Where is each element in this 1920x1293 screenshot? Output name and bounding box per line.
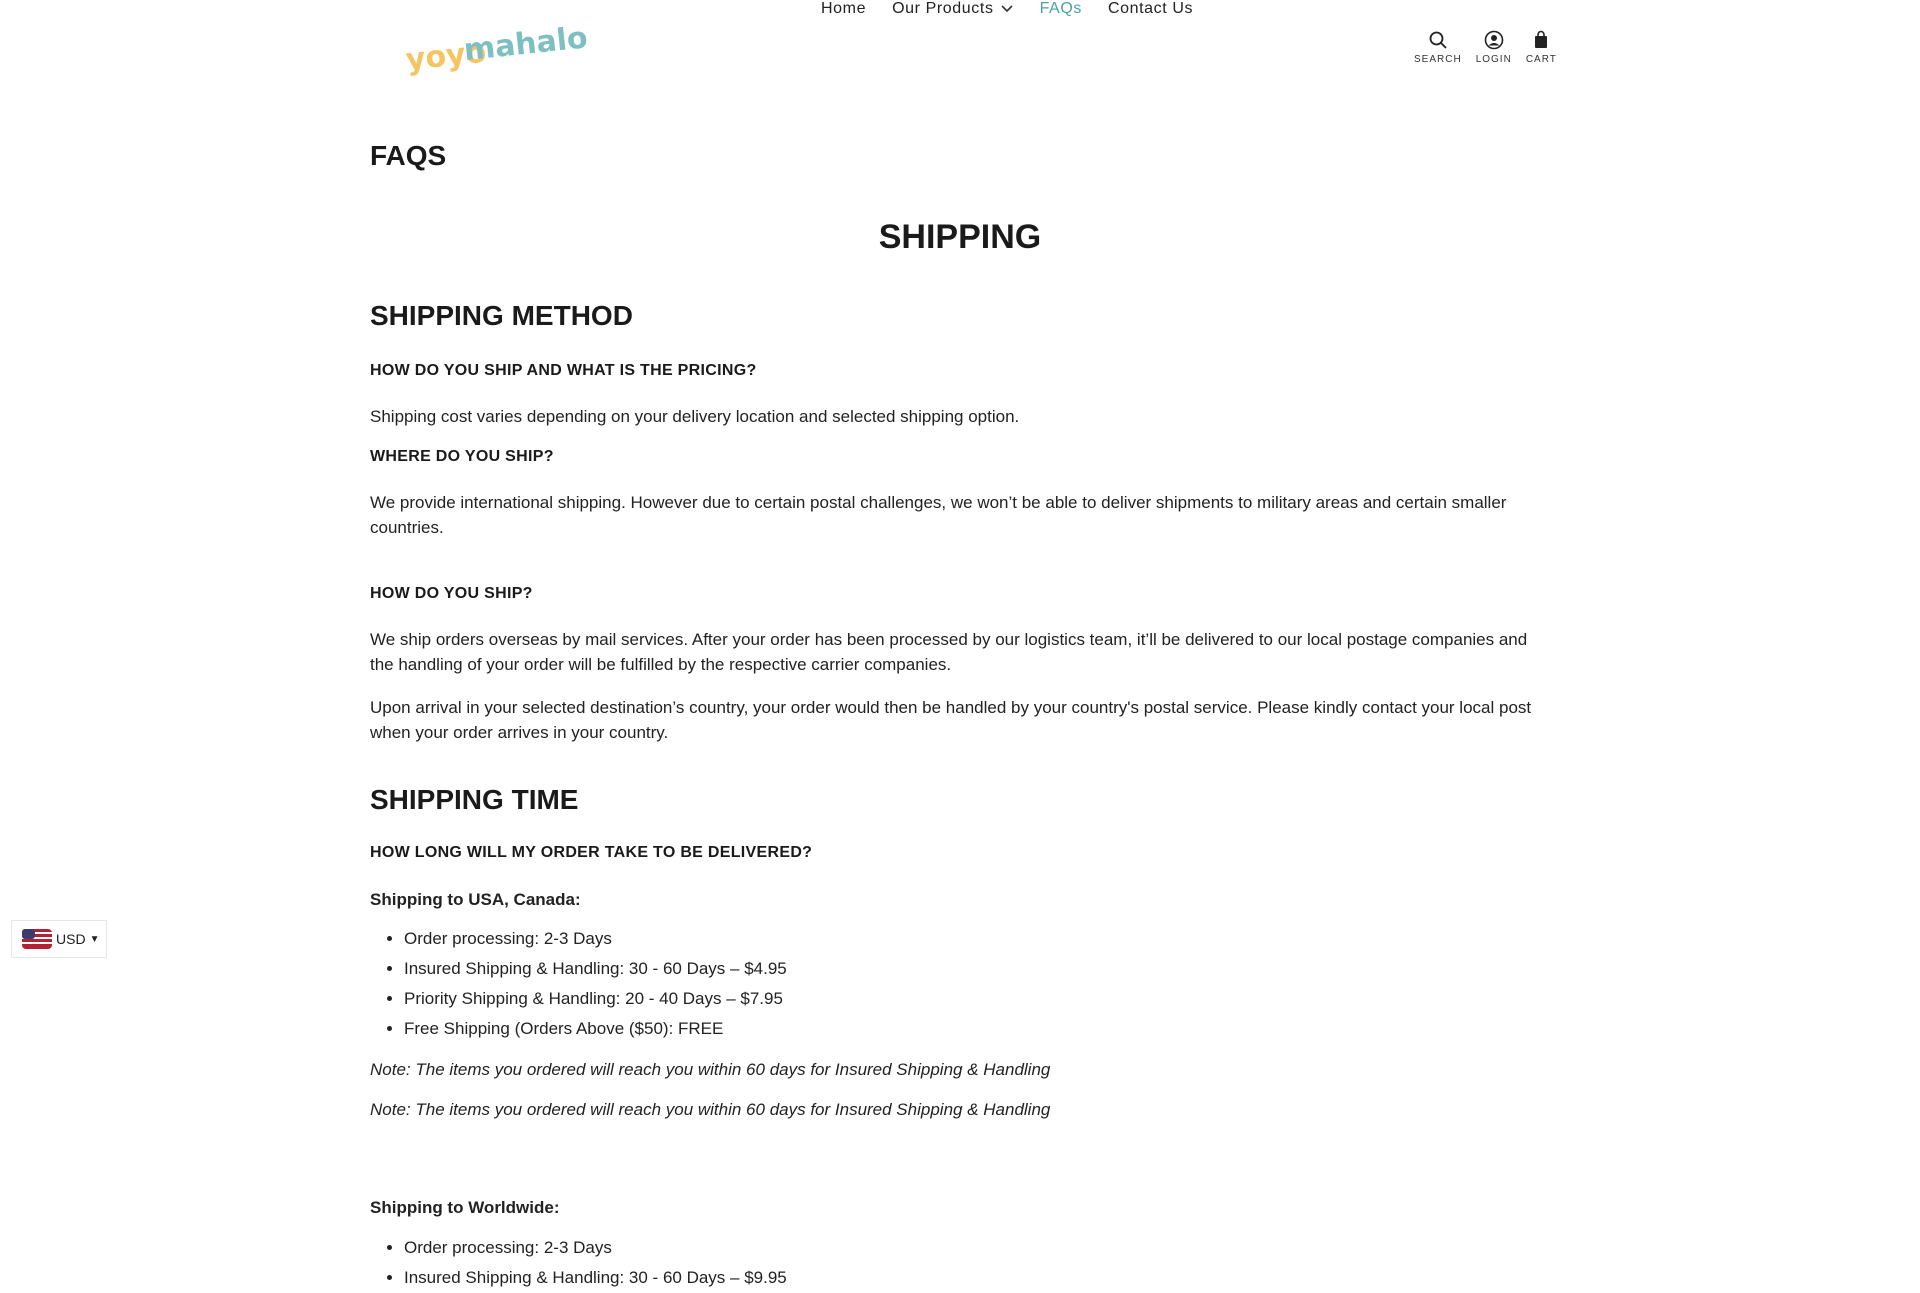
world-list-block: [370, 1233, 1550, 1293]
nav-contact-us-label: Contact Us: [1107, 0, 1194, 17]
answer-pricing: Shipping cost varies depending on your delivery location and selected shipping option.: [370, 407, 1020, 426]
nav-home-label: Home: [821, 0, 867, 17]
usa-list-block: [370, 924, 1550, 1044]
login-button[interactable]: [1476, 30, 1512, 65]
site-header: [0, 0, 1920, 100]
nav-our-products[interactable]: [892, 0, 1013, 18]
usa-shipping-label: Shipping to USA, Canada:: [370, 890, 581, 909]
currency-code: USD: [56, 931, 86, 947]
answer-how-2-block: [370, 695, 1550, 745]
shipping-method-heading-block: [370, 300, 1550, 332]
us-flag-icon: [22, 929, 52, 949]
question-how: HOW DO YOU SHIP?: [370, 585, 533, 602]
shipping-method-heading: SHIPPING METHOD: [370, 300, 633, 331]
question-where-block: [370, 448, 1550, 466]
logo-text-mahalo: mahalo: [462, 20, 590, 69]
usa-label-block: [370, 887, 1550, 912]
answer-how-block: [370, 627, 1550, 677]
worldwide-shipping-label: Shipping to Worldwide:: [370, 1198, 560, 1217]
answer-pricing-block: [370, 404, 1550, 429]
answer-where: We provide international shipping. However due to certain postal challenges, we won’t be able to deliver shipments to military areas and certain smaller countries.: [370, 493, 1507, 537]
shipping-time-heading-block: [370, 784, 1550, 816]
answer-where-block: [370, 490, 1550, 540]
chevron-down-icon: ▼: [89, 933, 100, 945]
list-item: • Free Shipping (Orders Above ($50): FREE: [404, 1014, 1550, 1044]
shipping-note-1: Note: The items you ordered will reach you within 60 days for Insured Shipping & Handling: [370, 1060, 1051, 1079]
question-delivery-block: [370, 844, 1550, 862]
question-where: WHERE DO YOU SHIP?: [370, 448, 554, 465]
page-title: FAQS: [370, 140, 447, 171]
login-label: LOGIN: [1475, 54, 1512, 65]
list-item: • Insured Shipping & Handling: 30 - 60 Days – $9.95: [404, 1263, 1550, 1293]
search-icon: [1428, 30, 1448, 50]
question-pricing: HOW DO YOU SHIP AND WHAT IS THE PRICING?: [370, 362, 757, 379]
worldwide-shipping-list: [370, 1233, 1550, 1293]
nav-faqs-label: FAQs: [1039, 0, 1082, 17]
brand-logo[interactable]: [404, 18, 590, 82]
cart-button[interactable]: [1526, 30, 1557, 65]
chevron-down-icon: [1000, 2, 1014, 16]
cart-label: CART: [1525, 54, 1557, 65]
logo-text-yoyo: yoyo: [404, 34, 488, 78]
currency-selector[interactable]: [11, 920, 107, 958]
user-icon: [1484, 30, 1504, 50]
list-item: • Priority Shipping & Handling: 20 - 40 Days – $7.95: [404, 984, 1550, 1014]
header-icons: [1414, 30, 1571, 65]
question-how-block: [370, 585, 1550, 603]
world-label-block: [370, 1195, 1550, 1220]
shipping-time-heading: SHIPPING TIME: [370, 784, 579, 815]
note-1-block: [370, 1060, 1550, 1080]
answer-how-2: Upon arrival in your selected destination’s country, your order would then be handled by your country's postal service. Please kindly contact your local post when your order arrives in your country.: [370, 698, 1532, 742]
nav-our-products-label: Our Products: [892, 0, 994, 17]
search-label: SEARCH: [1414, 54, 1462, 65]
nav-home[interactable]: [821, 0, 866, 18]
question-pricing-block: [370, 362, 1550, 380]
usa-shipping-list: [370, 924, 1550, 1044]
main-nav: [821, 0, 1219, 18]
list-item: • Order processing: 2-3 Days: [404, 924, 1550, 954]
shipping-note-2: Note: The items you ordered will reach you within 60 days for Insured Shipping & Handling: [370, 1100, 1051, 1119]
bag-icon: [1531, 30, 1551, 50]
list-item: • Order processing: 2-3 Days: [404, 1233, 1550, 1263]
section-title: SHIPPING: [878, 218, 1042, 256]
search-button[interactable]: [1414, 30, 1462, 65]
nav-contact-us[interactable]: [1108, 0, 1193, 18]
question-delivery: HOW LONG WILL MY ORDER TAKE TO BE DELIVERED?: [370, 844, 813, 861]
nav-faqs[interactable]: [1040, 0, 1082, 18]
note-2-block: [370, 1100, 1550, 1120]
answer-how-1: We ship orders overseas by mail services. After your order has been processed by our logistics team, it’ll be delivered to our local postage companies and the handling of your order will be fulfilled by the respective carrier companies.: [370, 630, 1528, 674]
list-item: • Insured Shipping & Handling: 30 - 60 Days – $4.95: [404, 954, 1550, 984]
